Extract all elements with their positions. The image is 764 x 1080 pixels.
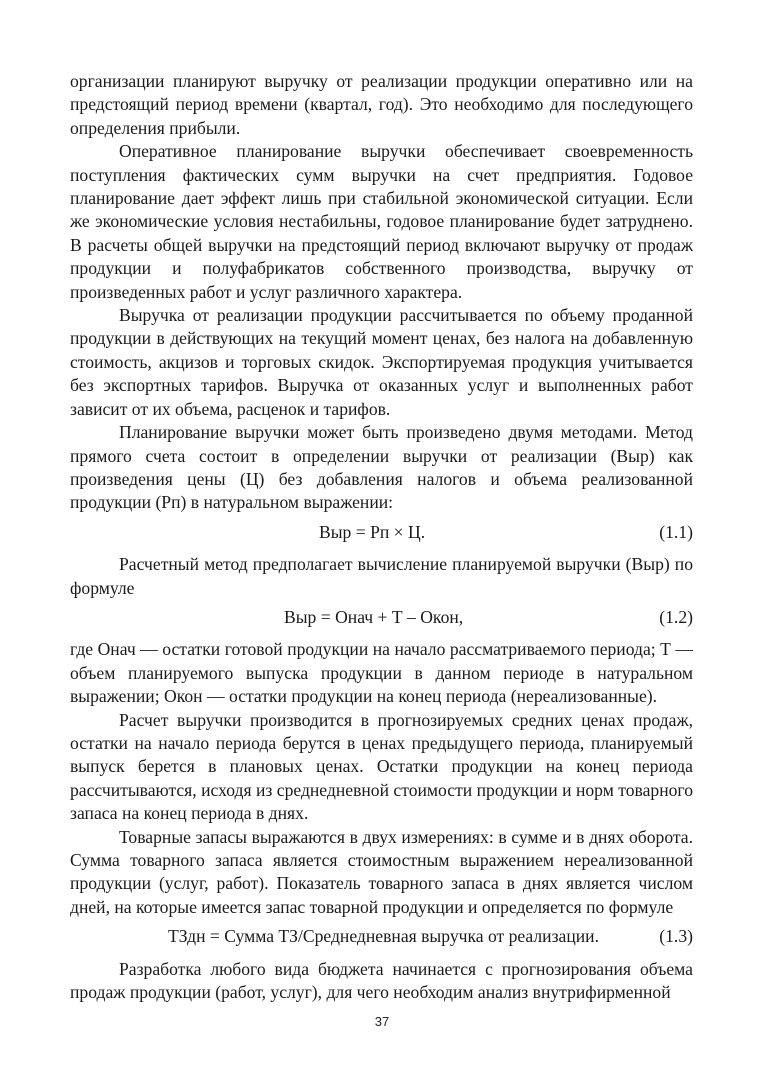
formula-expression: ТЗдн = Сумма ТЗ/Среднедневная выручка от реализации. — [168, 926, 599, 947]
formula-1-2 — [70, 606, 693, 629]
formula-number: (1.3) — [659, 926, 693, 947]
formula-expression: Выр = Рп × Ц. — [319, 521, 426, 542]
formula-1-1 — [70, 521, 693, 544]
formula-expression: Выр = Онач + Т – Окон, — [284, 606, 464, 627]
paragraph-where-definitions: где Онач — остатки готовой продукции на начало рассматриваемого периода; Т — объем планируемого выпуска продукции в данном периоде в натуральном выражении; Окон — остатки продукции на конец периода (нереализованные). — [70, 639, 693, 707]
paragraph-planning-methods: Планирование выручки может быть произведено двумя методами. Метод прямого счета состоит в определении выручки от реализации (Выр) как произведения цены (Ц) без добавления налогов и объема реализованной продукции (Рп) в натуральном выражении: — [70, 422, 693, 513]
formula-number: (1.1) — [659, 521, 693, 542]
paragraph-calculation-method: Расчетный метод предполагает вычисление планируемой выручки (Выр) по формуле — [70, 554, 693, 598]
paragraph-revenue-calculation: Выручка от реализации продукции рассчитывается по объему проданной продукции в действующих на текущий момент ценах, без налога на добавленную стоимость, акцизов и торговых скидок. Экспортируемая продукция учитывается без экспортных тарифов. Выручка от оказанных услуг и выполненных работ зависит от их объема, расценок и тарифов. — [70, 305, 693, 419]
paragraph-continued: организации планируют выручку от реализации продукции оперативно или на предстоящий период времени (квартал, год). Это необходимо для последующего определения прибыли. — [70, 71, 693, 138]
paragraph-budget-development: Разработка любого вида бюджета начинается с прогнозирования объема продаж продукции (работ, услуг), для чего необходим анализ внутрифирменной — [70, 958, 693, 1002]
paragraph-inventory: Товарные запасы выражаются в двух измерениях: в сумме и в днях оборота. Сумма товарного запаса является стоимостным выражением нереализованной продукции (услуг, работ). Показатель товарного запаса в днях является числом дней, на которые имеется запас товарной продукции и определяется по формуле — [70, 826, 693, 917]
body-text — [70, 70, 693, 1004]
paragraph-operative-planning: Оперативное планирование выручки обеспечивает своевременность поступления фактических сумм выручки на счет предприятия. Годовое планирование дает эффект лишь при стабильной экономической ситуации. Если же экономические условия нестабильны, годовое планирование будет затруднено. В расчеты общей выручки на предстоящий период включают выручку от продаж продукции и полуфабрикатов собственного производства, выручку от произведенных работ и услуг различного характера. — [70, 141, 693, 302]
paragraph-price-forecast: Расчет выручки производится в прогнозируемых средних ценах продаж, остатки на начало периода берутся в ценах предыдущего периода, планируемый выпуск берется в плановых ценах. Остатки продукции на конец периода рассчитываются, исходя из среднедневной стоимости продукции и норм товарного запаса на конец периода в днях. — [70, 709, 693, 824]
formula-1-3 — [70, 925, 693, 948]
page-number: 37 — [374, 1014, 390, 1029]
formula-number: (1.2) — [659, 606, 693, 627]
